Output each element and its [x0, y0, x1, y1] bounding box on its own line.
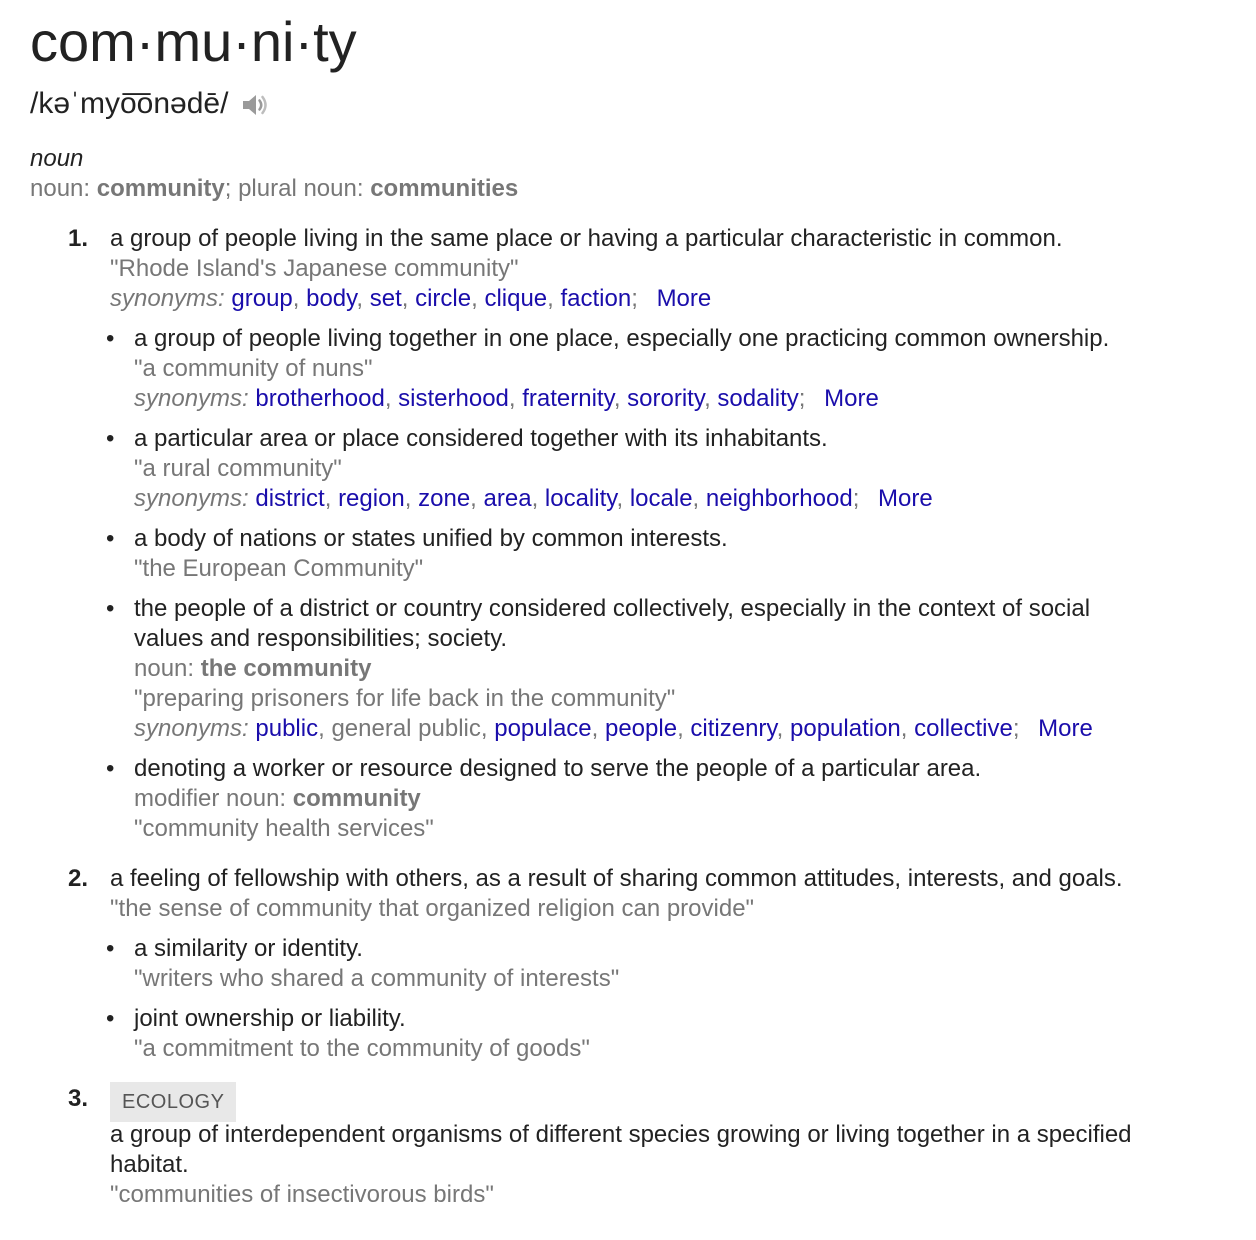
- grammar-prefix: noun:: [134, 655, 201, 682]
- synonym-link[interactable]: group: [231, 285, 293, 312]
- synonym-link[interactable]: public: [255, 715, 319, 742]
- subsense-example: "a commitment to the community of goods": [134, 1035, 590, 1062]
- forms-plural-prefix: ; plural noun:: [224, 175, 371, 202]
- headword: com·mu·ni·ty: [30, 10, 357, 73]
- bullet: •: [106, 935, 115, 962]
- sense-1-synonyms: synonyms: group, body, set, circle, clique, faction; More: [110, 285, 712, 312]
- grammar-form: the community: [200, 655, 372, 682]
- subsense-example: "a rural community": [134, 455, 342, 482]
- synonyms-label: synonyms:: [134, 715, 249, 742]
- forms-plural-form: communities: [370, 175, 519, 202]
- subsense-example: "a community of nuns": [134, 355, 373, 382]
- subsense-definition: a group of people living together in one place, especially one practicing common ownership.: [134, 325, 1110, 352]
- subsense-synonyms: synonyms: public, general public, populace, people, citizenry, population, collective; More: [134, 715, 1093, 742]
- synonym-link[interactable]: region: [338, 485, 405, 512]
- sense-2-example: "the sense of community that organized religion can provide": [110, 895, 755, 922]
- synonyms-label: synonyms:: [134, 385, 249, 412]
- subsense-example: "the European Community": [134, 555, 424, 582]
- sense-number-2: 2.: [68, 865, 89, 892]
- bullet: •: [106, 425, 115, 452]
- synonym-link[interactable]: area: [483, 485, 532, 512]
- subsense-synonyms: synonyms: district, region, zone, area, locality, locale, neighborhood; More: [134, 485, 933, 512]
- forms-noun-form: community: [96, 175, 225, 202]
- bullet: •: [106, 595, 115, 622]
- synonym-link[interactable]: brotherhood: [255, 385, 385, 412]
- subsense-example: "writers who shared a community of interests": [134, 965, 620, 992]
- synonym-link[interactable]: locale: [629, 485, 693, 512]
- synonyms-label: synonyms:: [110, 285, 225, 312]
- synonym-link[interactable]: collective: [914, 715, 1013, 742]
- synonym-link[interactable]: body: [306, 285, 357, 312]
- subsense-definition: a similarity or identity.: [134, 935, 363, 962]
- sense-number-3: 3.: [68, 1085, 89, 1112]
- grammar-form: community: [292, 785, 421, 812]
- synonym-link[interactable]: citizenry: [690, 715, 777, 742]
- forms-noun-prefix: noun:: [30, 175, 97, 202]
- synonym-link[interactable]: population: [790, 715, 901, 742]
- more-synonyms-link[interactable]: More: [878, 485, 933, 512]
- subsense-definition: a particular area or place considered together with its inhabitants.: [134, 425, 828, 452]
- synonym-link[interactable]: locality: [544, 485, 617, 512]
- sense-3-definition: a group of interdependent organisms of different species growing or living together in a specified: [110, 1121, 1132, 1148]
- synonyms-label: synonyms:: [134, 485, 249, 512]
- bullet: •: [106, 1005, 115, 1032]
- sense-2-definition: a feeling of fellowship with others, as a result of sharing common attitudes, interests, and goals.: [110, 865, 1123, 892]
- synonym-link[interactable]: sorority: [627, 385, 705, 412]
- synonym-link[interactable]: district: [255, 485, 325, 512]
- more-synonyms-link[interactable]: More: [1038, 715, 1093, 742]
- inflected-forms: [30, 174, 518, 204]
- synonym-link[interactable]: people: [604, 715, 678, 742]
- speaker-icon[interactable]: [240, 90, 270, 118]
- sense-number-1: 1.: [68, 225, 89, 252]
- pronunciation-row: [30, 84, 270, 124]
- sense-1-example: "Rhode Island's Japanese community": [110, 255, 519, 282]
- synonym-link[interactable]: neighborhood: [705, 485, 853, 512]
- synonym-link[interactable]: sisterhood: [398, 385, 509, 412]
- synonym-plain: general public: [331, 715, 481, 742]
- more-synonyms-link[interactable]: More: [656, 285, 712, 312]
- synonym-link[interactable]: zone: [418, 485, 471, 512]
- subsense-definition: a body of nations or states unified by common interests.: [134, 525, 728, 552]
- subsense-definition: denoting a worker or resource designed to serve the people of a particular area.: [134, 755, 982, 782]
- synonym-link[interactable]: sodality: [717, 385, 799, 412]
- synonym-link[interactable]: faction: [560, 285, 632, 312]
- subsense-grammar: [134, 784, 421, 814]
- bullet: •: [106, 525, 115, 552]
- synonym-link[interactable]: fraternity: [522, 385, 614, 412]
- domain-label: ECOLOGY: [110, 1082, 236, 1122]
- subsense-example: "preparing prisoners for life back in the community": [134, 685, 676, 712]
- pronunciation: /kəˈmyo͞onədē/: [30, 87, 229, 120]
- sense-3-definition-continued: habitat.: [110, 1151, 189, 1178]
- bullet: •: [106, 325, 115, 352]
- more-synonyms-link[interactable]: More: [824, 385, 879, 412]
- grammar-prefix: modifier noun:: [134, 785, 293, 812]
- subsense-grammar: [134, 654, 371, 684]
- bullet: •: [106, 755, 115, 782]
- subsense-definition: the people of a district or country considered collectively, especially in the context of social: [134, 595, 1091, 622]
- synonym-link[interactable]: clique: [484, 285, 548, 312]
- subsense-synonyms: synonyms: brotherhood, sisterhood, fraternity, sorority, sodality; More: [134, 385, 879, 412]
- sense-1-definition: a group of people living in the same place or having a particular characteristic in common.: [110, 225, 1063, 252]
- sense-3-example: "communities of insectivorous birds": [110, 1181, 494, 1208]
- synonym-link[interactable]: populace: [494, 715, 592, 742]
- synonym-link[interactable]: set: [369, 285, 402, 312]
- subsense-definition-continued: values and responsibilities; society.: [134, 625, 508, 652]
- subsense-definition: joint ownership or liability.: [134, 1005, 406, 1032]
- part-of-speech: noun: [30, 145, 84, 172]
- subsense-example: "community health services": [134, 815, 434, 842]
- synonym-link[interactable]: circle: [415, 285, 472, 312]
